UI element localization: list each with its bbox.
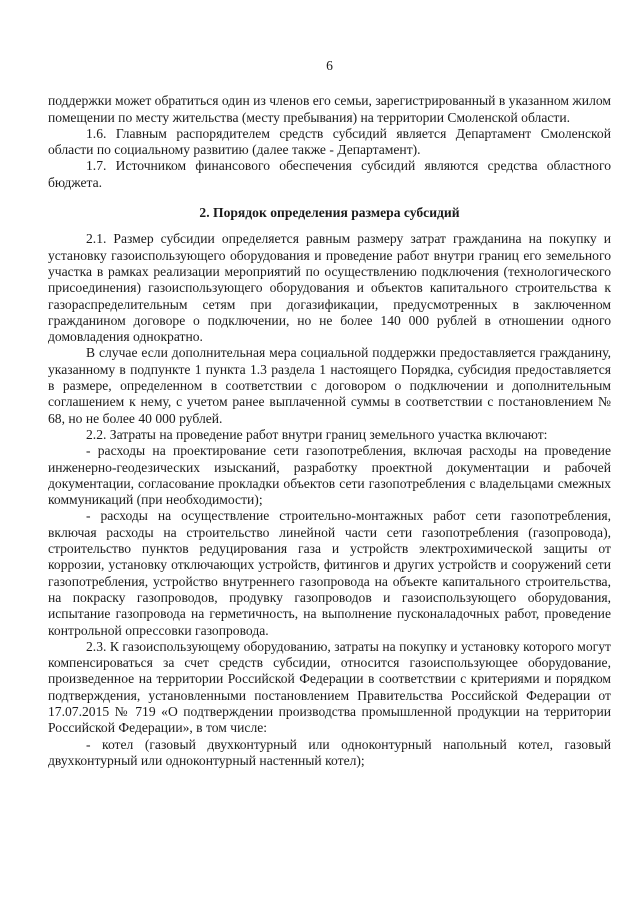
list-item-design-costs: - расходы на проектирование сети газопотребления, включая расходы на проведение инженерно-геодезических изысканий, разработку проектной документации и рабочей документации, согласование прокладки объектов сети газопотребления с владельцами смежных коммуникаций (при необходимости); (48, 443, 611, 508)
paragraph-2-1-case: В случае если дополнительная мера социальной поддержки предоставляется гражданину, указанному в подпункте 1 пункта 1.3 раздела 1 настоящего Порядка, субсидия предоставляется в размере, определенном в соответствии с договором о подключении и дополнительным соглашением к нему, с учетом ранее выплаченной суммы в соответствии с постановлением № 68, но не более 40 000 рублей. (48, 345, 611, 426)
paragraph-1-6: 1.6. Главным распорядителем средств субсидий является Департамент Смоленской области по социальному развитию (далее также - Департамент). (48, 125, 611, 158)
section-heading: 2. Порядок определения размера субсидий (199, 205, 460, 221)
paragraph-continuation: поддержки может обратиться один из членов его семьи, зарегистрированный в указанном жилом помещении по месту жительства (месту пребывания) на территории Смоленской области. (48, 93, 611, 125)
list-item-construction-costs: - расходы на осуществление строительно-монтажных работ сети газопотребления, включая расходы на строительство линейной части сети газопотребления (газопровода), строительство пунктов редуцирования газа и устройств электрохимической защиты от коррозии, установку отключающих устройств, фитингов и других устройств и сооружений сети газопотребления, устройство внутреннего газопровода на объекте капитального строительства, на покраску газопроводов, продувку газопроводов и газоиспользующего оборудования, испытание газопровода на герметичность, на выполнение пусконаладочных работ, проведение контрольной опрессовки газопровода. (48, 508, 611, 638)
paragraph-1-7: 1.7. Источником финансового обеспечения субсидий являются средства областного бюджета. (48, 158, 611, 190)
document-page (48, 58, 611, 769)
paragraph-2-3: 2.3. К газоиспользующему оборудованию, затраты на покупку и установку которого могут компенсироваться за счет средств субсидии, относится газоиспользующее оборудование, произведенное на территории Российской Федерации в соответствии с критериями и порядком подтверждения, установленными постановлением Правительства Российской Федерации от 17.07.2015 № 719 «О подтверждении производства промышленной продукции на территории Российской Федерации», в том числе: (48, 638, 611, 736)
paragraph-2-2: 2.2. Затраты на проведение работ внутри границ земельного участка включают: (86, 426, 548, 442)
page-number: 6 (326, 58, 333, 73)
list-item-boiler: - котел (газовый двухконтурный или одноконтурный напольный котел, газовый двухконтурный или одноконтурный настенный котел); (48, 736, 611, 768)
paragraph-2-1: 2.1. Размер субсидии определяется равным размеру затрат гражданина на покупку и установку газоиспользующего оборудования и проведение работ внутри границ его земельного участка в рамках реализации мероприятий по осуществлению подключения (технологического присоединения) газоиспользующего оборудования и объектов капитального строительства к газораспределительным сетям при догазификации, предусмотренных в заключенном гражданином договоре о подключении, но не более 140 000 рублей в отношении одного домовладения однократно. (48, 231, 611, 345)
